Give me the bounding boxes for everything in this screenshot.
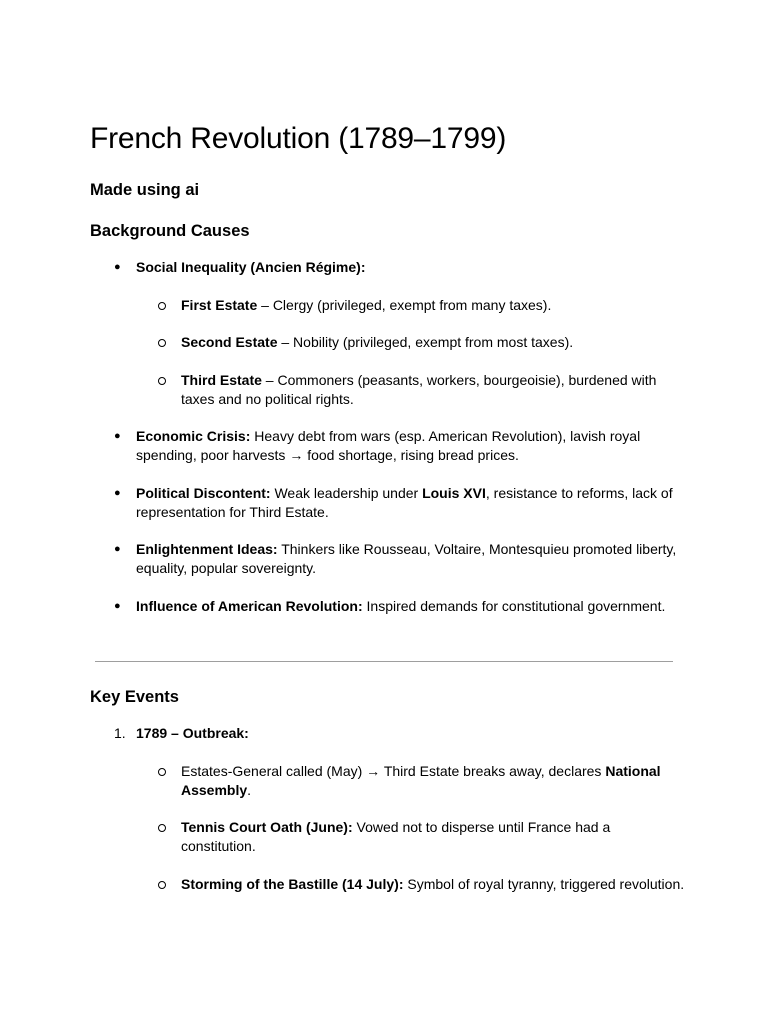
horizontal-rule xyxy=(95,661,673,662)
list-item-second-estate xyxy=(181,333,681,352)
list-item-economic-crisis xyxy=(136,427,681,465)
item-text: Vowed not to disperse until France had a constitution. xyxy=(181,819,611,854)
item-label: First Estate xyxy=(181,297,258,313)
item-emphasis: National Assembly xyxy=(181,763,661,798)
item-text: – Clergy (privileged, exempt from many taxes). xyxy=(257,297,552,313)
section-heading-background: Background Causes xyxy=(90,222,250,240)
bullet-icon: ● xyxy=(114,487,121,499)
item-label: Storming of the Bastille (14 July): xyxy=(181,876,404,892)
circle-bullet-icon xyxy=(158,302,166,310)
circle-bullet-icon xyxy=(158,377,166,385)
item-text: Thinkers like Rousseau, Voltaire, Montesquieu promoted liberty, equality, popular sovereignty. xyxy=(136,541,677,576)
list-item-tennis-court-oath xyxy=(181,818,681,856)
list-item-american-revolution xyxy=(136,597,681,616)
item-text: – Nobility (privileged, exempt from most taxes). xyxy=(277,334,574,350)
item-text: Heavy debt from wars (esp. American Revolution), lavish royal spending, poor harvests → food shortage, rising bread prices. xyxy=(136,428,641,463)
item-text: Inspired demands for constitutional government. xyxy=(362,598,666,614)
item-text: Weak leadership under xyxy=(270,485,423,501)
list-item-social-inequality xyxy=(136,258,681,277)
item-label: Influence of American Revolution: xyxy=(136,598,363,614)
bullet-icon: ● xyxy=(114,261,121,273)
item-text: – Commoners (peasants, workers, bourgeoisie), burdened with taxes and no political rights. xyxy=(181,372,657,407)
item-label: Social Inequality (Ancien Régime): xyxy=(136,259,366,275)
item-label: Third Estate xyxy=(181,372,262,388)
list-item-first-estate xyxy=(181,296,681,315)
list-item-storming-bastille xyxy=(181,875,691,894)
list-item-1789-outbreak xyxy=(136,724,681,743)
item-text: Estates-General called (May) → Third Estate breaks away, declares xyxy=(181,763,606,779)
section-heading-key-events: Key Events xyxy=(90,688,179,706)
item-emphasis: Louis XVI xyxy=(422,485,486,501)
item-text-end: . xyxy=(247,782,252,798)
bullet-icon: ● xyxy=(114,543,121,555)
bullet-icon: ● xyxy=(114,430,121,442)
item-label: Enlightenment Ideas: xyxy=(136,541,278,557)
item-label: 1789 – Outbreak: xyxy=(136,725,249,741)
subtitle: Made using ai xyxy=(90,181,200,199)
bullet-icon: ● xyxy=(114,600,121,612)
document-title: French Revolution (1789–1799) xyxy=(90,122,507,155)
circle-bullet-icon xyxy=(158,768,166,776)
list-number: 1. xyxy=(114,725,126,741)
item-text: Symbol of royal tyranny, triggered revolution. xyxy=(403,876,685,892)
list-item-estates-general xyxy=(181,762,681,800)
list-item-third-estate xyxy=(181,371,681,409)
item-text: , resistance to reforms, lack of representation for Third Estate. xyxy=(136,485,673,520)
circle-bullet-icon xyxy=(158,339,166,347)
item-label: Political Discontent: xyxy=(136,485,271,501)
item-label: Tennis Court Oath (June): xyxy=(181,819,353,835)
list-item-political-discontent xyxy=(136,484,681,522)
item-label: Economic Crisis: xyxy=(136,428,251,444)
list-item-enlightenment xyxy=(136,540,681,578)
item-label: Second Estate xyxy=(181,334,278,350)
circle-bullet-icon xyxy=(158,824,166,832)
circle-bullet-icon xyxy=(158,881,166,889)
